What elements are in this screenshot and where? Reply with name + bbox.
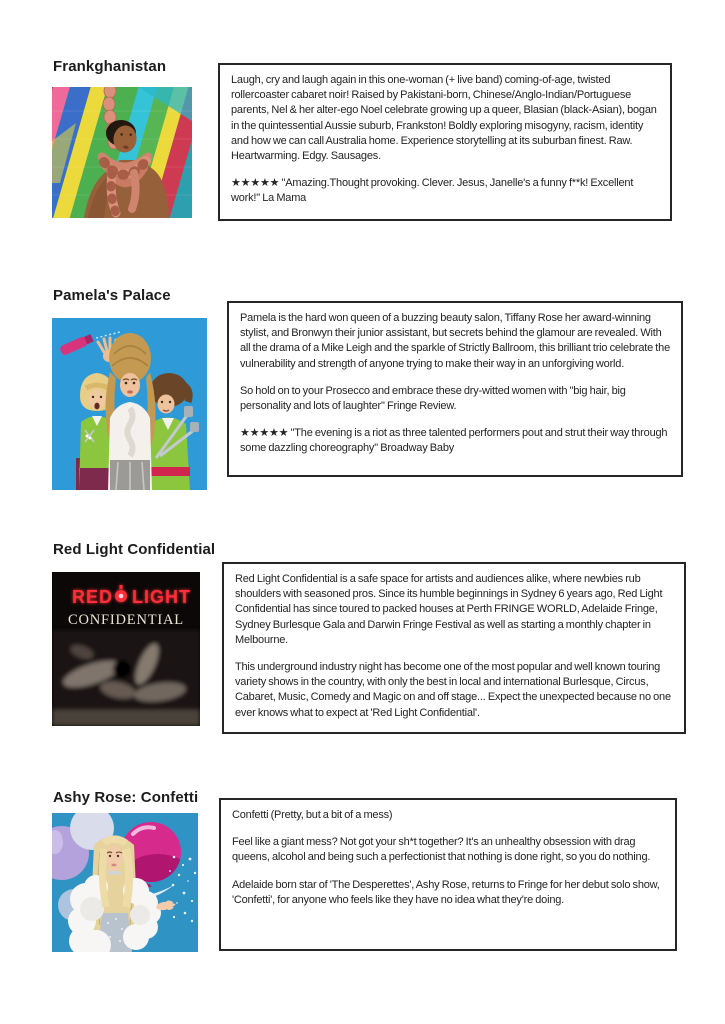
description-paragraph: Adelaide born star of 'The Desperettes', Ashy Rose, returns to Fringe for her debut solo show, 'Confetti', for anyone who feels like they have no idea what they're doing. xyxy=(232,878,660,906)
show-title-ashy-rose-confetti: Ashy Rose: Confetti xyxy=(53,789,199,806)
poster-word-light: LIGHT xyxy=(132,587,191,607)
neon-burlesque-poster xyxy=(52,572,200,726)
review-quote: So hold on to your Prosecco and embrace these dry-witted women with "big hair, big personality and lots of laughter" Fringe Review. xyxy=(240,384,626,413)
show-description-box-pamelas-palace xyxy=(227,301,683,477)
balloons-portrait xyxy=(52,813,198,952)
show-title-pamelas-palace: Pamela's Palace xyxy=(53,287,171,304)
show-description-box-red-light-confidential xyxy=(222,562,686,734)
red-light-confidential-poster-image xyxy=(52,572,200,726)
show-title-red-light-confidential: Red Light Confidential xyxy=(53,541,216,558)
description-paragraph: Red Light Confidential is a safe space for artists and audiences alike, where newbies rub shoulders with seasoned pros. Since its humble beginnings in Sydney 6 years ago, Red Light Confidential has since toured to packed houses at Perth FRINGE WORLD, Adelaide Fringe, Sydney Burlesque Gala and Darwin Fringe Festival as well as starting a monthly chapter in Melbourne. xyxy=(235,573,663,646)
description-paragraph: This underground industry night has become one of the most popular and well known touring variety shows in the country, with only the best in local and international Burlesque, Circus, Cabaret, Music, Comedy and Magic on and off stage... Expect the unexpected because no one ever knows what to expect at 'Red Light Confidential'. xyxy=(235,661,671,719)
ashy-rose-confetti-poster-image xyxy=(52,813,198,952)
description-paragraph: Laugh, cry and laugh again in this one-woman (+ live band) coming-of-age, twisted rollercoaster cabaret noir! Raised by Pakistani-born, Chinese/Anglo-Indian/Portuguese parents, Nel & her alter-ego Noel celebrate growing up a queer, Blasian (black-Asian), bogan in the quintessential Aussie suburb, Frankston! Boldly exploring misogyny, racism, identity and how we can call Australia home. Experience storytelling at its suburban finest. Raw. Heartwarming. Edgy. Sausages. xyxy=(231,74,657,163)
show-title-frankghanistan: Frankghanistan xyxy=(53,58,167,75)
show-description-box-frankghanistan xyxy=(218,63,672,221)
poster-word-confidential: CONFIDENTIAL xyxy=(68,612,184,628)
description-paragraph: Confetti (Pretty, but a bit of a mess) xyxy=(232,809,393,821)
description-paragraph: Feel like a giant mess? Not got your sh*t together? It's an unhealthy obsession with drag queens, alcohol and being such a perfectionist that nothing is done right, so you do nothing. xyxy=(232,836,651,864)
review-quote: ★★★★★ "The evening is a riot as three talented performers pout and strut their way through some dazzling choreography" Broadway Baby xyxy=(240,427,668,455)
pamela-centre xyxy=(106,333,156,490)
salon-trio-photo xyxy=(52,318,207,490)
mural-sausage-portrait xyxy=(52,87,192,218)
poster-word-red: RED xyxy=(72,587,114,607)
choker-necklace xyxy=(108,871,121,874)
show-description-box-ashy-rose-confetti xyxy=(219,798,677,951)
pamelas-palace-poster-image xyxy=(52,318,207,490)
description-paragraph: Pamela is the hard won queen of a buzzing beauty salon, Tiffany Rose her award-winning stylist, and Bronwyn their junior assistant, but secrets behind the glamour are revealed. With all the drama of a Mike Leigh and the sparkle of Strictly Ballroom, this brilliant trio celebrate the vulnerability and strength of anyone trying to make their way in an unforgiving world. xyxy=(240,312,670,370)
review-quote: ★★★★★ "Amazing.Thought provoking. Clever. Jesus, Janelle's a funny f**k! Excellent work!" La Mama xyxy=(231,177,634,205)
vintage-photo xyxy=(52,630,200,726)
frankghanistan-poster-image xyxy=(52,87,192,218)
